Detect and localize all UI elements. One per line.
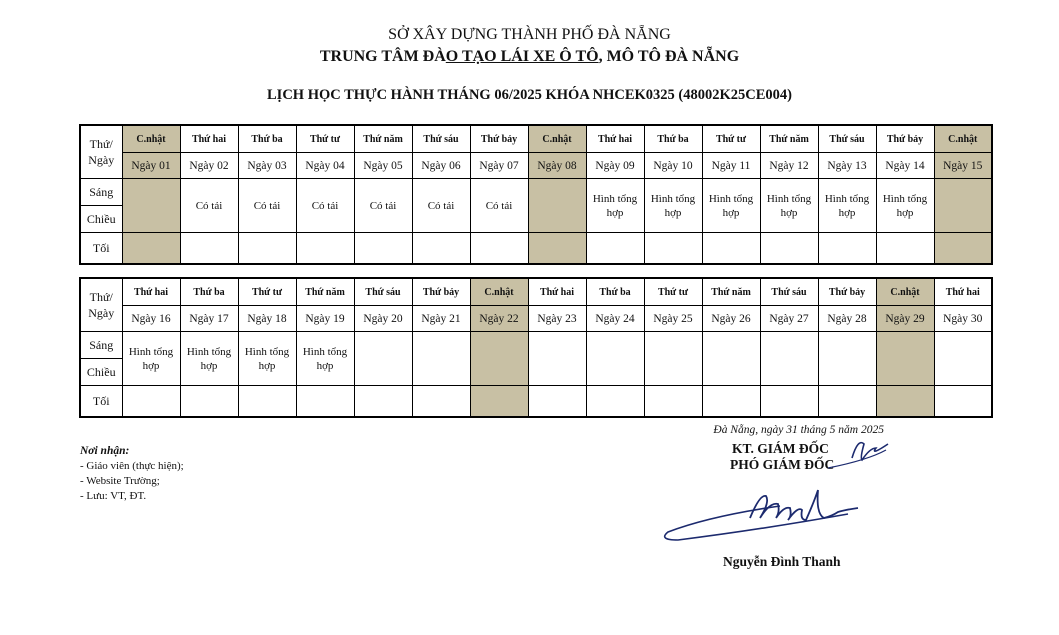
day-of-week-header: Thứ sáu: [818, 125, 876, 153]
date-cell: Ngày 03: [238, 153, 296, 179]
activity-cell: [644, 332, 702, 386]
evening-cell: [238, 233, 296, 265]
day-of-week-header: C.nhật: [528, 125, 586, 153]
date-cell: Ngày 09: [586, 153, 644, 179]
activity-cell: [122, 179, 180, 233]
day-of-week-header: Thứ sáu: [354, 278, 412, 306]
date-cell: Ngày 17: [180, 306, 238, 332]
day-of-week-header: Thứ ba: [238, 125, 296, 153]
activity-cell: Hình tổng hợp: [586, 179, 644, 233]
evening-cell: [296, 233, 354, 265]
day-of-week-header: Thứ hai: [122, 278, 180, 306]
day-of-week-header: Thứ bảy: [412, 278, 470, 306]
date-cell: Ngày 21: [412, 306, 470, 332]
evening-cell: [702, 386, 760, 418]
agency-name: SỞ XÂY DỰNG THÀNH PHỐ ĐÀ NẴNG: [388, 26, 671, 43]
day-of-week-header: C.nhật: [934, 125, 992, 153]
date-cell: Ngày 22: [470, 306, 528, 332]
day-of-week-header: Thứ năm: [702, 278, 760, 306]
day-of-week-header: C.nhật: [470, 278, 528, 306]
evening-cell: [586, 233, 644, 265]
schedule-table-week1: [79, 124, 993, 265]
day-of-week-header: Thứ hai: [180, 125, 238, 153]
evening-cell: [180, 233, 238, 265]
row-label-evening: Tối: [80, 233, 122, 265]
date-cell: Ngày 02: [180, 153, 238, 179]
row-label-morning: Sáng: [80, 332, 122, 359]
evening-cell: [760, 386, 818, 418]
center-name: [0, 46, 1059, 68]
evening-cell: [180, 386, 238, 418]
activity-cell: Có tải: [180, 179, 238, 233]
activity-cell: [702, 332, 760, 386]
day-of-week-header: C.nhật: [122, 125, 180, 153]
day-of-week-header: Thứ tư: [644, 278, 702, 306]
day-of-week-header: Thứ tư: [296, 125, 354, 153]
day-of-week-header: Thứ hai: [586, 125, 644, 153]
row-label-day: Thứ/ Ngày: [80, 125, 122, 179]
recipient-item: - Giáo viên (thực hiện);: [80, 460, 184, 472]
activity-cell: [934, 179, 992, 233]
evening-cell: [876, 386, 934, 418]
evening-cell: [470, 233, 528, 265]
signer-role-secondary: PHÓ GIÁM ĐỐC: [730, 457, 835, 472]
evening-cell: [296, 386, 354, 418]
activity-cell: Hình tổng hợp: [702, 179, 760, 233]
evening-cell: [818, 233, 876, 265]
row-label-afternoon: Chiều: [80, 206, 122, 233]
date-cell: Ngày 13: [818, 153, 876, 179]
activity-cell: [760, 332, 818, 386]
activity-cell: [934, 332, 992, 386]
evening-cell: [470, 386, 528, 418]
day-of-week-header: C.nhật: [876, 278, 934, 306]
week2-body: [80, 278, 992, 417]
row-label-day: Thứ/ Ngày: [80, 278, 122, 332]
date-cell: Ngày 14: [876, 153, 934, 179]
activity-cell: Hình tổng hợp: [876, 179, 934, 233]
date-cell: Ngày 06: [412, 153, 470, 179]
row-label-afternoon: Chiều: [80, 359, 122, 386]
evening-cell: [818, 386, 876, 418]
activity-cell: Hình tổng hợp: [238, 332, 296, 386]
evening-cell: [934, 233, 992, 265]
date-cell: Ngày 05: [354, 153, 412, 179]
activity-cell: Hình tổng hợp: [644, 179, 702, 233]
evening-cell: [586, 386, 644, 418]
evening-cell: [528, 233, 586, 265]
center-name-part3: , MÔ TÔ ĐÀ NẴNG: [598, 48, 740, 65]
day-of-week-header: Thứ sáu: [412, 125, 470, 153]
day-of-week-header: Thứ ba: [180, 278, 238, 306]
evening-cell: [528, 386, 586, 418]
signature-date: Đà Nẵng, ngày 31 tháng 5 năm 2025: [713, 424, 884, 436]
schedule-title: LỊCH HỌC THỰC HÀNH THÁNG 06/2025 KHÓA NHCEK0325 (48002K25CE004): [267, 87, 792, 103]
activity-cell: [818, 332, 876, 386]
activity-cell: [528, 179, 586, 233]
date-cell: Ngày 11: [702, 153, 760, 179]
initial-stroke-icon: [828, 450, 886, 468]
date-cell: Ngày 16: [122, 306, 180, 332]
evening-cell: [122, 233, 180, 265]
date-cell: Ngày 28: [818, 306, 876, 332]
day-of-week-header: Thứ hai: [934, 278, 992, 306]
date-cell: Ngày 29: [876, 306, 934, 332]
evening-cell: [876, 233, 934, 265]
activity-cell: [528, 332, 586, 386]
date-cell: Ngày 01: [122, 153, 180, 179]
recipient-item: - Website Trường;: [80, 475, 160, 487]
handwritten-signature-icon: [640, 424, 940, 574]
date-cell: Ngày 19: [296, 306, 354, 332]
document-header: [0, 24, 1059, 105]
evening-cell: [644, 233, 702, 265]
date-cell: Ngày 24: [586, 306, 644, 332]
date-cell: Ngày 23: [528, 306, 586, 332]
recipients-title: Nơi nhận:: [80, 445, 130, 457]
row-label-morning: Sáng: [80, 179, 122, 206]
activity-cell: [876, 332, 934, 386]
activity-cell: Có tải: [354, 179, 412, 233]
activity-cell: [470, 332, 528, 386]
activity-cell: Có tải: [412, 179, 470, 233]
activity-cell: Hình tổng hợp: [818, 179, 876, 233]
activity-cell: Hình tổng hợp: [122, 332, 180, 386]
evening-cell: [412, 386, 470, 418]
evening-cell: [760, 233, 818, 265]
activity-cell: Có tải: [470, 179, 528, 233]
row-label-evening: Tối: [80, 386, 122, 418]
day-of-week-header: Thứ ba: [586, 278, 644, 306]
evening-cell: [702, 233, 760, 265]
day-of-week-header: Thứ bảy: [876, 125, 934, 153]
activity-cell: Có tải: [296, 179, 354, 233]
date-cell: Ngày 10: [644, 153, 702, 179]
evening-cell: [934, 386, 992, 418]
day-of-week-header: Thứ ba: [644, 125, 702, 153]
date-cell: Ngày 25: [644, 306, 702, 332]
schedule-table-week2: [79, 277, 993, 418]
day-of-week-header: Thứ năm: [296, 278, 354, 306]
recipients-block: [80, 444, 184, 504]
center-name-part1: TRUNG TÂM ĐÀ: [319, 48, 446, 65]
day-of-week-header: Thứ năm: [354, 125, 412, 153]
evening-cell: [644, 386, 702, 418]
evening-cell: [354, 233, 412, 265]
activity-cell: [586, 332, 644, 386]
day-of-week-header: Thứ tư: [702, 125, 760, 153]
activity-cell: Có tải: [238, 179, 296, 233]
day-of-week-header: Thứ sáu: [760, 278, 818, 306]
signer-name: Nguyễn Đình Thanh: [723, 554, 841, 569]
week1-body: [80, 125, 992, 264]
day-of-week-header: Thứ hai: [528, 278, 586, 306]
date-cell: Ngày 30: [934, 306, 992, 332]
signature-flourish-icon: [665, 506, 848, 540]
recipient-item: - Lưu: VT, ĐT.: [80, 490, 147, 502]
date-cell: Ngày 04: [296, 153, 354, 179]
evening-cell: [238, 386, 296, 418]
date-cell: Ngày 18: [238, 306, 296, 332]
signer-role-primary: KT. GIÁM ĐỐC: [732, 441, 829, 456]
activity-cell: Hình tổng hợp: [760, 179, 818, 233]
day-of-week-header: Thứ bảy: [470, 125, 528, 153]
date-cell: Ngày 27: [760, 306, 818, 332]
date-cell: Ngày 07: [470, 153, 528, 179]
day-of-week-header: Thứ tư: [238, 278, 296, 306]
day-of-week-header: Thứ năm: [760, 125, 818, 153]
day-of-week-header: Thứ bảy: [818, 278, 876, 306]
evening-cell: [354, 386, 412, 418]
evening-cell: [412, 233, 470, 265]
activity-cell: Hình tổng hợp: [180, 332, 238, 386]
activity-cell: [412, 332, 470, 386]
activity-cell: Hình tổng hợp: [296, 332, 354, 386]
signature-block: [640, 424, 940, 569]
center-name-part2: O TẠO LÁI XE Ô TÔ: [445, 48, 599, 65]
date-cell: Ngày 08: [528, 153, 586, 179]
date-cell: Ngày 20: [354, 306, 412, 332]
date-cell: Ngày 12: [760, 153, 818, 179]
date-cell: Ngày 26: [702, 306, 760, 332]
evening-cell: [122, 386, 180, 418]
activity-cell: [354, 332, 412, 386]
date-cell: Ngày 15: [934, 153, 992, 179]
